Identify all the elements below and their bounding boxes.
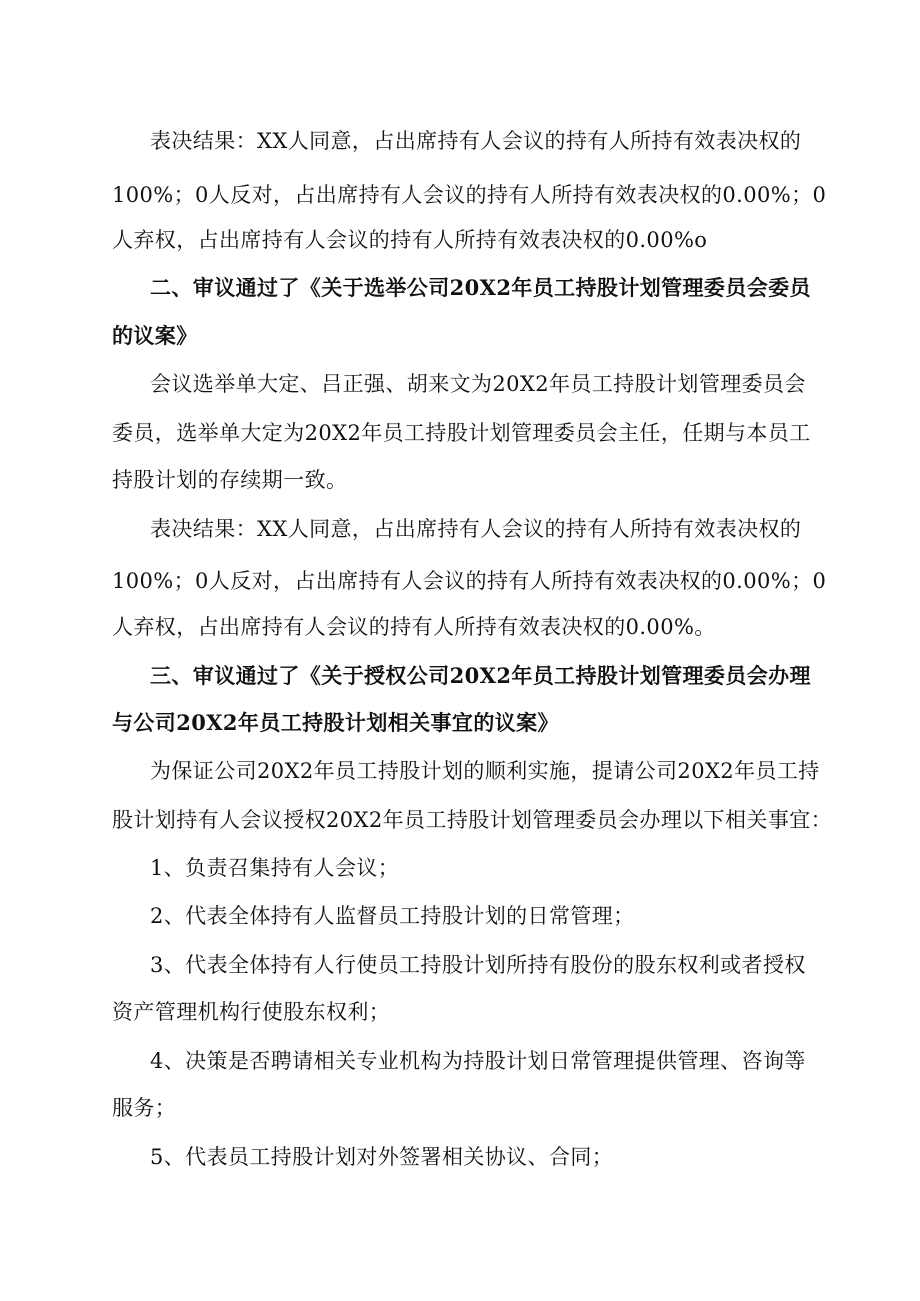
vote-result-1-line-2: 100%；0人反对，占出席持有人会议的持有人所持有效表决权的0.00%；0	[112, 183, 827, 207]
list-item-1: 1、负责召集持有人会议；	[150, 856, 400, 880]
authorization-para-line-2: 股计划持有人会议授权20X2年员工持股计划管理委员会办理以下相关事宜：	[112, 808, 833, 832]
vote-result-2-line-3: 人弃权，占出席持有人会议的持有人所持有效表决权的0.00%。	[112, 615, 716, 639]
resolution-2-heading-line-2: 的议案》	[112, 323, 198, 348]
vote-result-2-line-2: 100%；0人反对，占出席持有人会议的持有人所持有效表决权的0.00%；0	[112, 569, 827, 593]
resolution-2-heading-line-1: 二、审议通过了《关于选举公司20X2年员工持股计划管理委员会委员	[150, 275, 811, 300]
list-item-4-line-1: 4、决策是否聘请相关专业机构为持股计划日常管理提供管理、咨询等	[150, 1049, 806, 1073]
election-para-line-2: 委员，选举单大定为20X2年员工持股计划管理委员会主任，任期与本员工	[112, 421, 811, 445]
authorization-para-line-1: 为保证公司20X2年员工持股计划的顺利实施，提请公司20X2年员工持	[150, 759, 820, 783]
list-item-5: 5、代表员工持股计划对外签署相关协议、合同；	[150, 1145, 614, 1169]
election-para-line-3: 持股计划的存续期一致。	[112, 468, 348, 492]
list-item-3-line-2: 资产管理机构行使股东权利；	[112, 1000, 391, 1024]
vote-result-2-line-1: 表决结果：XX人同意，占出席持有人会议的持有人所持有效表决权的	[150, 517, 802, 541]
vote-result-1-line-3: 人弃权，占出席持有人会议的持有人所持有效表决权的0.00%o	[112, 228, 708, 252]
list-item-3-line-1: 3、代表全体持有人行使员工持股计划所持有股份的股东权利或者授权	[150, 953, 806, 977]
election-para-line-1: 会议选举单大定、吕正强、胡来文为20X2年员工持股计划管理委员会	[150, 372, 806, 396]
resolution-3-heading-line-2: 与公司20X2年员工持股计划相关事宜的议案》	[112, 710, 559, 735]
resolution-3-heading-line-1: 三、审议通过了《关于授权公司20X2年员工持股计划管理委员会办理	[150, 663, 811, 688]
list-item-2: 2、代表全体持有人监督员工持股计划的日常管理；	[150, 904, 635, 928]
vote-result-1-line-1: 表决结果：XX人同意，占出席持有人会议的持有人所持有效表决权的	[150, 129, 802, 153]
list-item-4-line-2: 服务；	[112, 1096, 177, 1120]
